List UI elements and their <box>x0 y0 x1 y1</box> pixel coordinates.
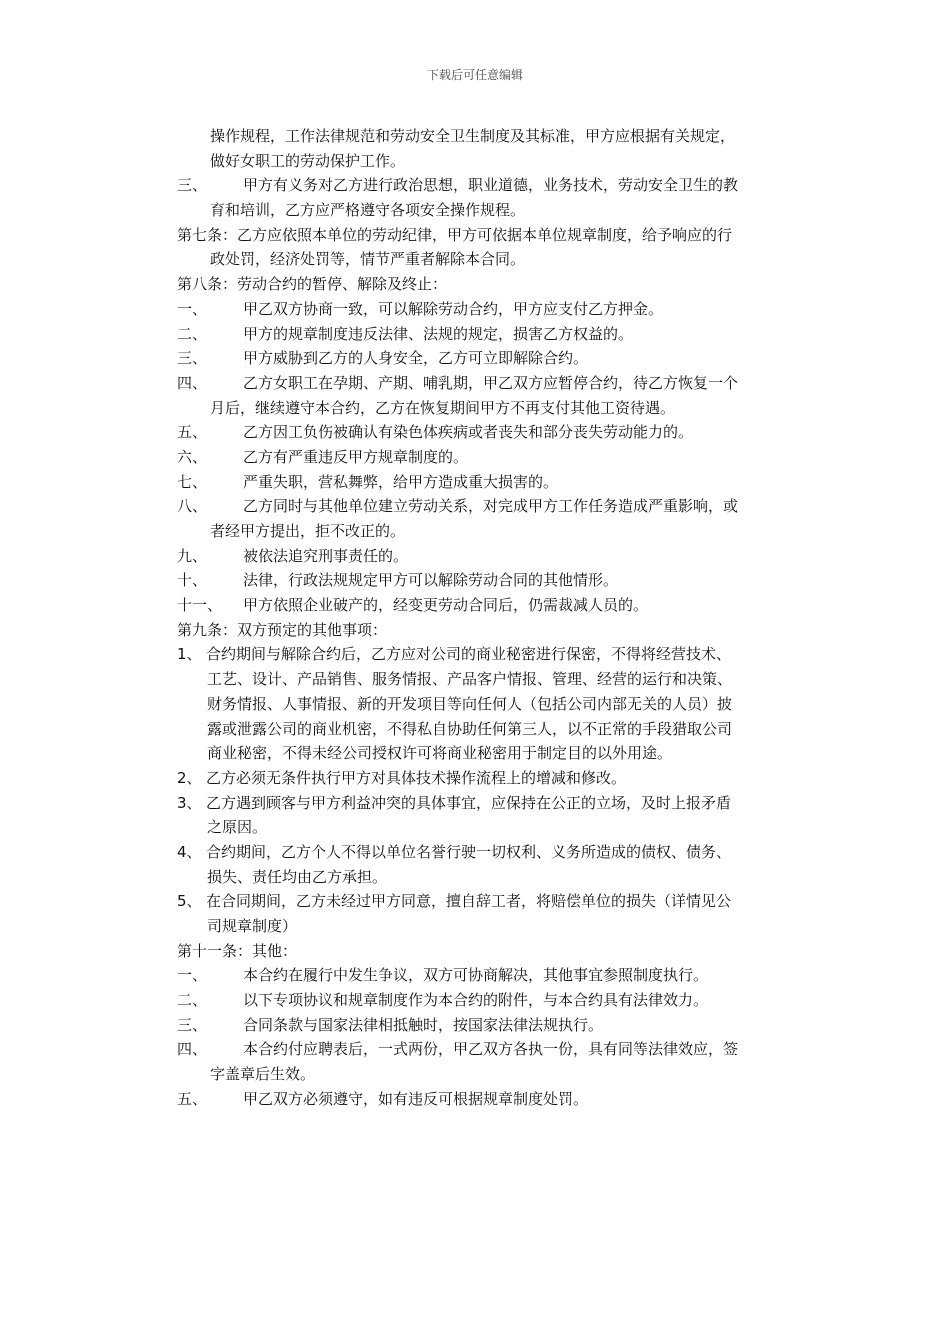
article-heading: 第九条：双方预定的其他事项： <box>177 620 388 639</box>
list-text: 甲方的规章制度违反法律、法规的规定，损害乙方权益的。 <box>243 324 634 343</box>
list-item <box>177 322 809 347</box>
list-number: 1、 <box>177 645 202 664</box>
list-item <box>177 1037 809 1062</box>
list-item <box>177 420 809 445</box>
list-item <box>177 470 809 495</box>
list-item <box>177 445 809 470</box>
continuation-line: 育和培训，乙方应严格遵守各项安全操作规程。 <box>210 201 526 220</box>
list-text: 乙方同时与其他单位建立劳动关系，对完成甲方工作任务造成严重影响，或 <box>243 497 739 516</box>
article-heading: 第八条：劳动合约的暂停、解除及终止： <box>177 275 448 294</box>
list-text: 合约期间，乙方个人不得以单位名誉行驶一切权利、义务所造成的债权、债务、 <box>206 842 732 861</box>
article-heading: 第七条：乙方应依照本单位的劳动纪律，甲方可依据本单位规章制度，给予响应的行 <box>177 225 733 244</box>
continuation-line: 者经甲方提出，拒不改正的。 <box>210 522 406 540</box>
continuation-line: 司规章制度） <box>207 917 298 935</box>
list-number: 二、 <box>177 991 208 1010</box>
list-number: 四、 <box>177 373 208 392</box>
continuation-line: 做好女职工的劳动保护工作。 <box>210 151 406 170</box>
continuation-line: 字盖章后生效。 <box>210 1065 316 1084</box>
list-text: 乙方有严重违反甲方规章制度的。 <box>243 447 469 466</box>
list-item <box>177 568 809 593</box>
list-text: 甲乙双方必须遵守，如有违反可根据规章制度处罚。 <box>243 1089 589 1108</box>
continuation-line: 月后，继续遵守本合约，乙方在恢复期间甲方不再支付其他工资待遇。 <box>210 398 676 417</box>
list-text: 合同条款与国家法律相抵触时，按国家法律法规执行。 <box>243 1015 604 1034</box>
list-text: 乙方必须无条件执行甲方对具体技术操作流程上的增减和修改。 <box>206 768 627 787</box>
list-item <box>177 1013 809 1038</box>
list-text: 本合约付应聘表后，一式两份，甲乙双方各执一份，具有同等法律效应，签 <box>243 1040 739 1059</box>
continuation-line: 商业秘密，不得未经公司授权许可将商业秘密用于制定目的以外用途。 <box>207 744 673 763</box>
list-number: 一、 <box>177 966 208 985</box>
list-number: 4、 <box>177 842 202 861</box>
continuation-line: 工艺、设计、产品销售、服务情报、产品客户情报、管理、经营的运行和决策、 <box>207 670 733 689</box>
list-text: 以下专项协议和规章制度作为本合约的附件，与本合约具有法律效力。 <box>243 991 709 1010</box>
continuation-line: 之原因。 <box>207 818 268 837</box>
list-text: 甲乙双方协商一致，可以解除劳动合约，甲方应支付乙方押金。 <box>243 299 664 318</box>
list-number: 七、 <box>177 472 208 491</box>
list-text: 法律，行政法规规定甲方可以解除劳动合同的其他情形。 <box>243 571 619 590</box>
list-item <box>177 297 809 322</box>
document-body <box>177 124 809 1112</box>
list-item <box>177 840 809 865</box>
list-number: 三、 <box>177 176 208 195</box>
list-text: 甲方威胁到乙方的人身安全，乙方可立即解除合约。 <box>243 349 589 368</box>
list-item <box>177 494 809 519</box>
continuation-line: 损失、责任均由乙方承担。 <box>207 867 388 886</box>
list-text: 甲方依照企业破产的，经变更劳动合同后，仍需裁减人员的。 <box>243 596 649 615</box>
list-item <box>177 593 809 618</box>
article-heading: 第十一条：其他： <box>177 941 298 960</box>
list-number: 六、 <box>177 447 208 466</box>
continuation-line: 露或泄露公司的商业机密，不得私自协助任何第三人，以不正常的手段猎取公司 <box>207 719 733 738</box>
list-number: 八、 <box>177 497 208 516</box>
list-item <box>177 791 809 816</box>
list-item <box>177 346 809 371</box>
list-number: 3、 <box>177 793 202 812</box>
list-number: 5、 <box>177 892 202 911</box>
list-number: 一、 <box>177 299 208 318</box>
list-item <box>177 889 809 914</box>
list-item <box>177 963 809 988</box>
list-text: 乙方女职工在孕期、产期、哺乳期，甲乙双方应暂停合约，待乙方恢复一个 <box>243 373 739 392</box>
list-text: 甲方有义务对乙方进行政治思想，职业道德，业务技术，劳动安全卫生的教 <box>243 176 739 195</box>
continuation-line: 政处罚，经济处罚等，情节严重者解除本合同。 <box>210 250 526 269</box>
list-text: 在合同期间，乙方未经过甲方同意，擅自辞工者，将赔偿单位的损失（详情见公 <box>206 892 732 911</box>
list-text: 被依法追究刑事责任的。 <box>243 546 409 565</box>
list-number: 三、 <box>177 349 208 368</box>
continuation-line: 操作规程，工作法律规范和劳动安全卫生制度及其标准，甲方应根据有关规定， <box>210 127 736 145</box>
list-item <box>177 642 809 667</box>
list-number: 五、 <box>177 423 208 442</box>
list-number: 三、 <box>177 1015 208 1034</box>
list-number: 十、 <box>177 571 208 590</box>
list-item <box>177 988 809 1013</box>
page-header: 下载后可任意编辑 <box>426 68 523 82</box>
list-text: 严重失职，营私舞弊，给甲方造成重大损害的。 <box>243 472 559 491</box>
list-item <box>177 766 809 791</box>
list-item <box>177 1087 809 1112</box>
list-number: 2、 <box>177 768 202 787</box>
list-text: 合约期间与解除合约后，乙方应对公司的商业秘密进行保密，不得将经营技术、 <box>206 645 732 664</box>
list-item <box>177 173 809 198</box>
list-item <box>177 371 809 396</box>
list-number: 二、 <box>177 324 208 343</box>
list-number: 十一、 <box>177 596 223 615</box>
list-text: 乙方遇到顾客与甲方利益冲突的具体事宜，应保持在公正的立场，及时上报矛盾 <box>206 793 732 812</box>
list-number: 四、 <box>177 1040 208 1059</box>
list-item <box>177 544 809 569</box>
list-text: 本合约在履行中发生争议，双方可协商解决，其他事宜参照制度执行。 <box>243 966 709 985</box>
continuation-line: 财务情报、人事情报、新的开发项目等向任何人（包括公司内部无关的人员）披 <box>207 694 733 713</box>
list-number: 九、 <box>177 546 208 565</box>
list-number: 五、 <box>177 1089 208 1108</box>
list-text: 乙方因工负伤被确认有染色体疾病或者丧失和部分丧失劳动能力的。 <box>243 423 694 442</box>
